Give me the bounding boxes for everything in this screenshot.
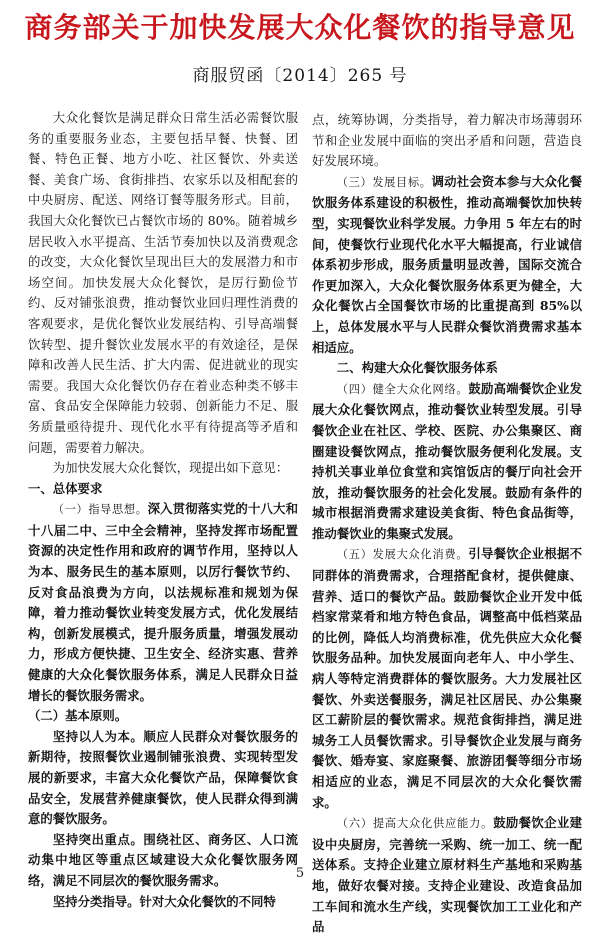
continued-paragraph: 点，统筹协调，分类指导，着力解决市场薄弱环节和企业发展中面临的突出矛盾和问题，营造良好发展环境。 (312, 112, 582, 169)
page-number: 5 (295, 866, 305, 881)
intro-paragraph: 大众化餐饮是满足群众日常生活必需餐饮服务的重要服务业态，主要包括早餐、快餐、团餐、特色正餐、地方小吃、社区餐饮、外卖送餐、美食广场、食街排挡、农家乐以及相配套的中央厨房、配送、网络订餐等服务形式。目前，我国大众化餐饮已占餐饮市场的 80%。随着城乡居民收入水平提高、生活节奏加快以及消费观念的改变，大众化餐饮呈现出巨大的发展潜力和市场空间。加快发展大众化餐饮，是厉行勤俭节约、反对铺张浪费，推动餐饮业回归理性消费的客观要求，是优化餐饮业发展结构、引导高端餐饮转型、提升餐饮业发展水平的有效途径，是保障和改善人民生活、扩大内需、促进就业的现实需要。我国大众化餐饮仍存在着业态种类不够丰富、食品安全保障能力较弱、创新能力不足、服务质量亟待提升、现代化水平有待提高等矛盾和问题，需要着力解决。 (28, 110, 298, 455)
development-goals-text: 调动社会资本参与大众化餐饮服务体系建设的积极性，推动高端餐饮加快转型，实现餐饮业科学发展。力争用 5 年左右的时间，使餐饮行业现代化水平大幅提高，行业诚信体系初步形成，服务质量明显改善，国际交流合作更加深入，大众化餐饮服务体系更为健全，大众化餐饮占全国餐饮市场的比重提高到 85%以上，总体发展水平与人民群众餐饮消费需求基本相适应。 (312, 173, 582, 355)
principle-key-focus: 坚持突出重点。围绕社区、商务区、人口流动集中地区等重点区域建设大众化餐饮服务网络，满足不同层次的餐饮服务需求。 (28, 831, 298, 888)
document-number: 商服贸函〔2014〕265 号 (192, 66, 408, 86)
intro-lead-in: 为加快发展大众化餐饮，现提出如下意见： (52, 460, 289, 476)
development-goals-label: （三）发展目标。 (336, 175, 432, 189)
guiding-thought-text: 深入贯彻落实党的十八大和十八届二中、三中全会精神，坚持发挥市场配置资源的决定性作用和政府的调节作用，坚持以人为本、服务民生的基本原则，以厉行餐饮节约、反对食品浪费为方向，以法规标准和规划为保障，着力推动餐饮业转变发展方式，优化发展结构，创新发展模式，提升服务质量，增强发展动力，形成方便快捷、卫生安全、经济实惠、营养健康的大众化餐饮服务体系，满足人民群众日益增长的餐饮服务需求。 (28, 501, 298, 703)
basic-principles-heading: （二）基本原则。 (28, 708, 128, 724)
principle-people-oriented: 坚持以人为本。顺应人民群众对餐饮服务的新期待，按照餐饮业遏制铺张浪费、实现转型发展的新要求，丰富大众化餐饮产品，保障餐饮食品安全，发展营养健康餐饮，使人民群众得到满意的餐饮服务。 (28, 728, 298, 827)
development-goals-paragraph (312, 172, 582, 358)
left-column (28, 108, 298, 909)
network-paragraph (312, 379, 582, 545)
consumption-paragraph (312, 544, 582, 813)
network-label: （四）健全大众化网络。 (336, 382, 469, 396)
right-column (312, 110, 582, 935)
principle-classified-guidance: 坚持分类指导。针对大众化餐饮的不同特 (52, 893, 276, 909)
consumption-label: （五）发展大众化消费。 (336, 548, 469, 562)
document-title: 商务部关于加快发展大众化餐饮的指导意见 (24, 11, 576, 44)
supply-text: 鼓励餐饮企业建设中央厨房，完善统一采购、统一加工、统一配送体系。支持企业建立原材料生产基地和采购基地，做好农餐对接。支持企业建设、改造食品加工车间和流水生产线，实现餐饮加工工业化和产品 (312, 815, 582, 935)
section-heading-general-requirements: 一、总体要求 (28, 480, 103, 496)
supply-label: （六）提高大众化供应能力。 (336, 817, 494, 831)
network-text: 鼓励高端餐饮企业发展大众化餐饮网点，推动餐饮业转型发展。引导餐饮企业在社区、学校、医院、办公集聚区、商圈建设餐饮网点，推动餐饮服务便利化发展。支持机关事业单位食堂和宾馆饭店的餐厅向社会开放，推动餐饮服务的社会化发展。鼓励有条件的城市根据消费需求建设美食街、特色食品街等，推动餐饮业的集聚式发展。 (312, 380, 582, 541)
guiding-thought-label: （一）指导思想。 (52, 503, 148, 517)
section-heading-service-system: 二、构建大众化餐饮服务体系 (336, 360, 498, 376)
consumption-text: 引导餐饮企业根据不同群体的消费需求，合理搭配食材，提供健康、营养、适口的餐饮产品。鼓励餐饮企业开发中低档家常菜肴和地方特色食品，调整高中低档菜品的比例，降低人均消费标准，优先供应大众化餐饮服务品种。加快发展面向老年人、中小学生、病人等特定消费群体的餐饮服务。大力发展社区餐饮、外卖送餐服务，满足社区居民、办公集聚区工薪阶层的餐饮需求。规范食街排挡，满足进城务工人员餐饮需求。引导餐饮企业发展与商务餐饮、婚寿宴、家庭聚餐、旅游团餐等细分市场相适应的业态，满足不同层次的大众化餐饮需求。 (312, 546, 582, 810)
guiding-thought-paragraph (28, 499, 298, 706)
